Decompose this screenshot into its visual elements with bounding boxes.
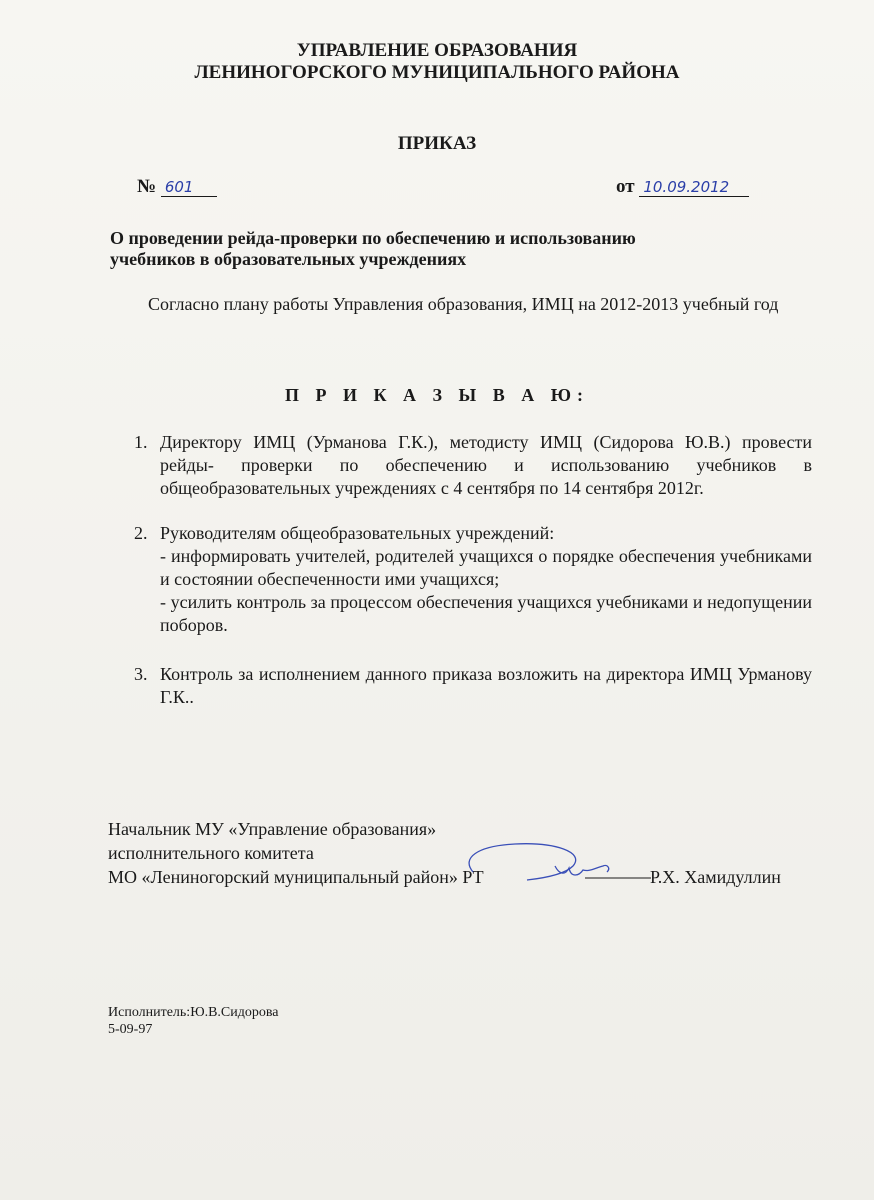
item-text: Директору ИМЦ (Урманова Г.К.), методисту ИМЦ (Сидорова Ю.В.) провести рейды- проверки по обеспечению и использованию учебников в общеобразовательных учреждениях с 4 сентября по 14 сентября 2012г.: [160, 432, 812, 498]
executor-phone: 5-09-97: [108, 1022, 153, 1037]
order-subject: [110, 228, 730, 270]
order-date-value: 10.09.2012: [639, 178, 749, 197]
item-number: 1.: [134, 432, 148, 452]
organization-header: [0, 40, 874, 84]
item-number: 3.: [134, 664, 148, 684]
signatory-position-1: Начальник МУ «Управление образования»: [108, 819, 437, 839]
signatory-position-3: МО «Лениногорский муниципальный район» РТ: [108, 867, 484, 887]
intro-paragraph: Согласно плану работы Управления образования, ИМЦ на 2012-2013 учебный год: [148, 294, 779, 314]
order-date-label: от: [616, 176, 635, 197]
order-number: [137, 176, 217, 198]
item-text: Руководителям общеобразовательных учреждений:: [160, 523, 555, 543]
item-number: 2.: [134, 523, 148, 543]
subject-line-1: О проведении рейда-проверки по обеспечению и использованию: [110, 228, 636, 248]
subject-line-2: учебников в образовательных учреждениях: [110, 249, 467, 269]
signatory-position-2: исполнительного комитета: [108, 843, 314, 863]
order-item-2: [134, 522, 812, 637]
order-date: [616, 176, 749, 198]
organization-line-1: УПРАВЛЕНИЕ ОБРАЗОВАНИЯ: [296, 40, 578, 61]
item-text: - информировать учителей, родителей учащихся о порядке обеспечения учебниками и состоянии обеспеченности ими учащихся;: [160, 546, 812, 589]
organization-line-2: ЛЕНИНОГОРСКОГО МУНИЦИПАЛЬНОГО РАЙОНА: [194, 62, 680, 83]
order-title: ПРИКАЗ: [397, 133, 477, 154]
item-text: - усилить контроль за процессом обеспечения учащихся учебниками и недопущении поборов.: [160, 592, 812, 635]
order-number-label: №: [137, 176, 157, 197]
executor-name: Исполнитель:Ю.В.Сидорова: [108, 1005, 279, 1020]
order-number-value: 601: [161, 178, 217, 197]
signatory-name: Р.Х. Хамидуллин: [650, 867, 781, 887]
order-item-1: [134, 431, 812, 500]
orders-heading: П Р И К А З Ы В А Ю:: [285, 385, 589, 405]
item-text: Контроль за исполнением данного приказа возложить на директора ИМЦ Урманову Г.К..: [160, 664, 812, 707]
executor-footer: [108, 1004, 279, 1038]
order-item-3: [134, 663, 812, 709]
handwritten-signature-icon: [455, 838, 655, 898]
